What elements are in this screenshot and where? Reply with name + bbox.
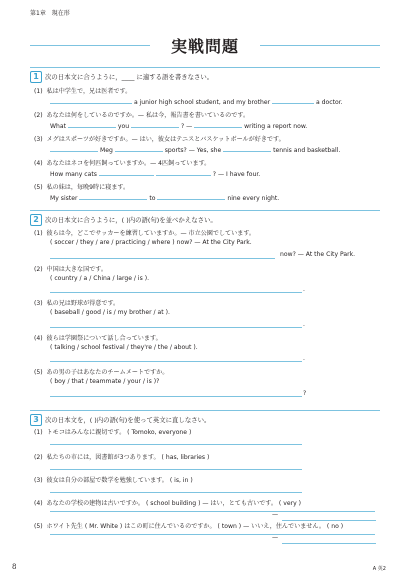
section-1-rule bbox=[30, 67, 380, 68]
chapter-header bbox=[30, 8, 74, 17]
answer-line[interactable] bbox=[50, 492, 302, 493]
answer-blank[interactable] bbox=[50, 145, 98, 152]
answer-blank[interactable] bbox=[157, 193, 225, 200]
question-2-1-ja: (1) 彼らは今，どこでサッカーを練習していますか。— 市立公園でしています。 bbox=[34, 230, 256, 237]
question-2-5-en: ( boy / that / teammate / your / is )? bbox=[50, 378, 160, 385]
dash-mark: — bbox=[272, 511, 279, 518]
answer-blank[interactable] bbox=[68, 121, 116, 128]
section-3-rule bbox=[30, 410, 380, 411]
answer-blank[interactable] bbox=[50, 97, 132, 104]
question-3-2-ja: (2) 私たちの市には，図書館が3つあります。 ( has, libraries ) bbox=[34, 454, 210, 461]
answer-line[interactable] bbox=[50, 292, 302, 293]
answer-blank[interactable] bbox=[272, 97, 314, 104]
period-mark: . bbox=[303, 286, 305, 293]
question-1-4-en: How many cats ? — I have four. bbox=[50, 171, 261, 178]
question-1-1-en: a junior high school student, and my brother a doctor. bbox=[50, 97, 343, 106]
footer-code: A 英2 bbox=[372, 566, 386, 572]
section-instruction: 次の日本文に合うように，( )内の語(句)を並べかえなさい。 bbox=[45, 216, 217, 224]
question-1-5-en: My sister to nine every night. bbox=[50, 195, 280, 202]
question-3-3-ja: (3) 彼女は自分の部屋で数学を勉強しています。 ( is, in ) bbox=[34, 477, 193, 484]
question-1-2-ja: (2) あなたは何をしているのですか。— 私は今，報告書を書いているのです。 bbox=[34, 112, 250, 119]
section-2-rule bbox=[30, 210, 380, 211]
answer-line[interactable] bbox=[50, 511, 375, 512]
question-2-4-en: ( talking / school festival / they're / the / about ). bbox=[50, 344, 198, 351]
answer-line[interactable] bbox=[50, 258, 275, 259]
section-instruction: 次の日本文に合うように，____ に適する語を書きなさい。 bbox=[45, 73, 214, 81]
answer-line[interactable] bbox=[50, 396, 302, 397]
answer-blank[interactable] bbox=[131, 121, 179, 128]
page-title: 実戦問題 bbox=[170, 37, 239, 56]
answer-blank[interactable] bbox=[194, 121, 242, 128]
answer-line[interactable] bbox=[50, 444, 302, 445]
question-1-3-en: Meg sports? — Yes, she tennis and basketball. bbox=[50, 145, 340, 154]
question-2-5-ja: (5) あの男の子はあなたのチームメートですか。 bbox=[34, 369, 169, 376]
question-3-5-ja: (5) ホワイト先生 ( Mr. White ) はこの町に住んでいるのですか。 ( town ) — いいえ，住んでいません。 ( no ) bbox=[34, 523, 344, 530]
question-1-5-ja: (5) 私の妹は，毎晩9時に寝ます。 bbox=[34, 184, 130, 191]
question-2-3-ja: (3) 私の兄は野球が得意です。 bbox=[34, 300, 120, 307]
answer-line[interactable] bbox=[50, 469, 302, 470]
question-2-3-en: ( baseball / good / is / my brother / at ). bbox=[50, 309, 170, 316]
section-2-heading bbox=[30, 214, 217, 226]
section-1-heading bbox=[30, 71, 213, 83]
answer-line[interactable] bbox=[50, 327, 302, 328]
question-3-1-ja: (1) トモコはみんなに親切です。 ( Tomoko, everyone ) bbox=[34, 429, 192, 436]
section-number: 2 bbox=[30, 214, 42, 226]
answer-blank[interactable] bbox=[223, 145, 271, 152]
question-3-4-ja: (4) あなたの学校の建物は古いですか。 ( school building ) — はい，とても古いです。 ( very ) bbox=[34, 500, 302, 507]
question-2-1-tail: now? — At the City Park. bbox=[280, 251, 356, 258]
question-1-3-ja: (3) メグはスポーツが好きですか。— はい，彼女はテニスとバスケットボールが好きです。 bbox=[34, 136, 285, 143]
section-number: 3 bbox=[30, 414, 42, 426]
period-mark: . bbox=[303, 355, 305, 362]
period-mark: . bbox=[303, 321, 305, 328]
chapter-number: 第1章 bbox=[30, 10, 46, 17]
page-number: 8 bbox=[12, 563, 17, 571]
question-2-2-en: ( country / a / China / large / is ). bbox=[50, 275, 150, 282]
answer-blank[interactable] bbox=[115, 145, 163, 152]
question-2-1-en: ( soccer / they / are / practicing / where ) now? — At the City Park. bbox=[50, 239, 252, 246]
question-2-5-tail: ? bbox=[303, 390, 307, 397]
answer-blank[interactable] bbox=[156, 169, 211, 176]
question-1-1-ja: (1) 私は中学生で，兄は医者です。 bbox=[34, 88, 132, 95]
dash-mark: — bbox=[272, 534, 279, 541]
chapter-title: 現在形 bbox=[51, 10, 70, 17]
question-2-4-ja: (4) 彼らは学園祭について話し合っています。 bbox=[34, 335, 162, 342]
question-1-4-ja: (4) あなたはネコを何匹飼っていますか。— 4匹飼っています。 bbox=[34, 160, 211, 167]
question-2-2-ja: (2) 中国は大きな国です。 bbox=[34, 266, 107, 273]
section-instruction: 次の日本文を，( )内の語(句)を使って英文に直しなさい。 bbox=[45, 416, 211, 424]
section-3-heading bbox=[30, 414, 210, 426]
answer-line[interactable] bbox=[282, 543, 376, 544]
answer-blank[interactable] bbox=[99, 169, 154, 176]
question-1-2-en: What you ? — writing a report now. bbox=[50, 123, 308, 130]
answer-line[interactable] bbox=[50, 534, 375, 535]
section-number: 1 bbox=[30, 71, 42, 83]
answer-blank[interactable] bbox=[79, 193, 147, 200]
answer-line[interactable] bbox=[50, 361, 302, 362]
